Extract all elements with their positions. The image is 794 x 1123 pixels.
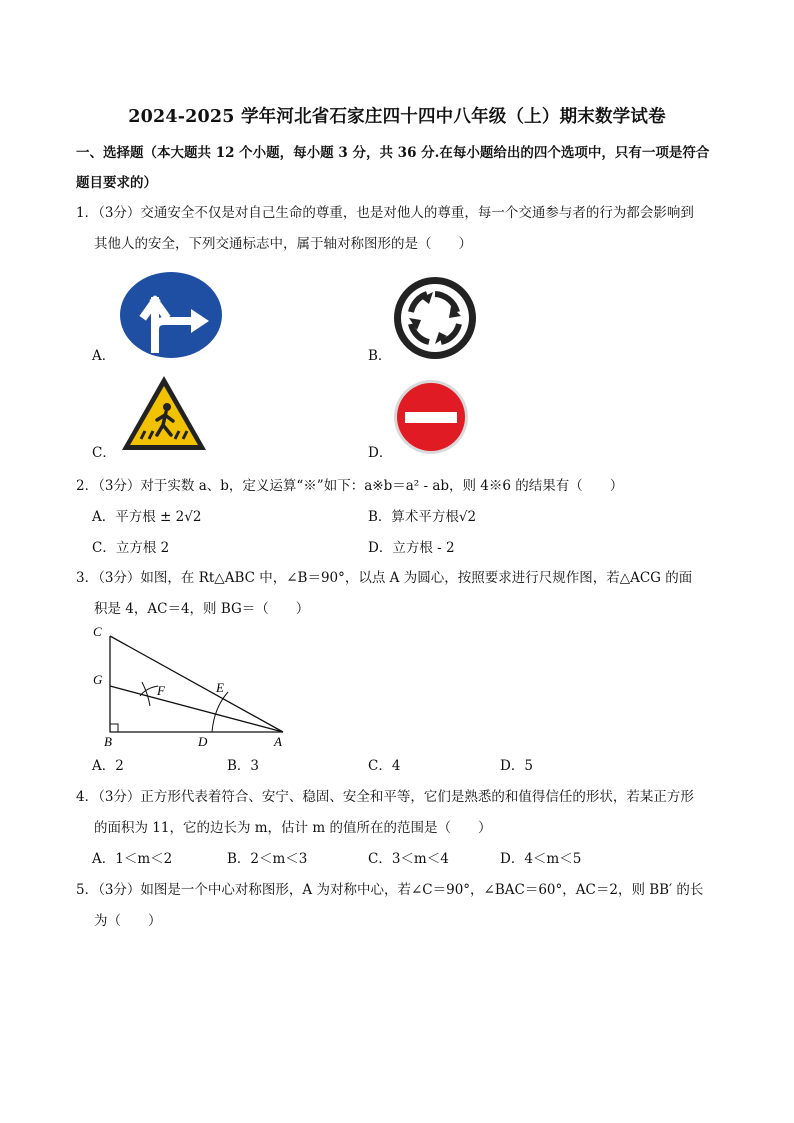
q2-option-a: A．平方根 ± 2√2 [92, 509, 202, 525]
point-b-label: B [104, 734, 112, 749]
question-2-line1: 2．（3分）对于实数 a、b，定义运算“※”如下：a※b＝a² - ab，则 4※6 的结果有（ ） [76, 478, 624, 494]
q2-option-d: D．立方根 - 2 [368, 540, 455, 556]
point-f-label: F [157, 683, 165, 698]
q2-option-c: C．立方根 2 [92, 540, 170, 556]
question-4-line2: 的面积为 11，它的边长为 m，估计 m 的值所在的范围是（ ） [94, 820, 492, 836]
question-3-line1: 3．（3分）如图，在 Rt△ABC 中，∠B＝90°，以点 A 为圆心，按照要求进行尺规作图，若△ACG 的面 [76, 570, 693, 586]
q3-option-c: C．4 [368, 758, 401, 774]
point-a-label: A [274, 734, 282, 749]
sign-roundabout-icon [393, 276, 477, 360]
question-5-line1: 5．（3分）如图是一个中心对称图形，A 为对称中心，若∠C＝90°，∠BAC＝60°，AC＝2，则 BB′ 的长 [76, 882, 704, 898]
question-3-line2: 积是 4，AC＝4，则 BG＝（ ） [94, 601, 310, 617]
q1-option-a-label: A． [92, 348, 116, 364]
triangle-construction-figure [88, 622, 298, 752]
question-1-line1: 1．（3分）交通安全不仅是对自己生命的尊重，也是对他人的尊重，每一个交通参与者的行为都会影响到 [76, 205, 694, 221]
sign-no-entry-icon [393, 379, 469, 455]
point-g-label: G [93, 672, 103, 687]
q4-option-d: D．4＜m＜5 [500, 851, 582, 867]
q1-option-b-label: B． [368, 348, 392, 364]
page-title: 2024-2025 学年河北省石家庄四十四中八年级（上）期末数学试卷 [128, 107, 666, 127]
point-e-label: E [216, 680, 224, 695]
q1-option-d-label: D． [368, 445, 393, 461]
q4-option-b: B．2＜m＜3 [227, 851, 308, 867]
point-c-label: C [93, 624, 102, 639]
point-d-label: D [198, 734, 208, 749]
section-heading-line2: 题目要求的） [76, 175, 157, 191]
q3-option-b: B．3 [227, 758, 260, 774]
q3-option-d: D．5 [500, 758, 533, 774]
question-3 [76, 563, 726, 625]
q4-option-a: A．1＜m＜2 [92, 851, 173, 867]
q2-option-b: B．算术平方根√2 [368, 509, 477, 525]
question-1-line2: 其他人的安全，下列交通标志中，属于轴对称图形的是（ ） [94, 236, 472, 252]
question-4 [76, 782, 726, 844]
section-heading [76, 140, 726, 196]
question-2 [76, 471, 726, 502]
q4-option-c: C．3＜m＜4 [368, 851, 449, 867]
question-4-line1: 4．（3分）正方形代表着符合、安宁、稳固、安全和平等，它们是熟悉的和值得信任的形状，若某正方形 [76, 789, 694, 805]
sign-straight-or-right-icon [119, 271, 223, 359]
sign-pedestrian-crossing-icon [119, 373, 209, 453]
q3-option-a: A．2 [92, 758, 124, 774]
question-5 [76, 875, 726, 937]
q1-option-c-label: C． [92, 445, 116, 461]
section-heading-line1: 一、选择题（本大题共 12 个小题，每小题 3 分，共 36 分.在每小题给出的四个选项中，只有一项是符合 [76, 145, 710, 161]
question-5-line2: 为（ ） [94, 913, 162, 929]
question-1 [76, 198, 726, 260]
